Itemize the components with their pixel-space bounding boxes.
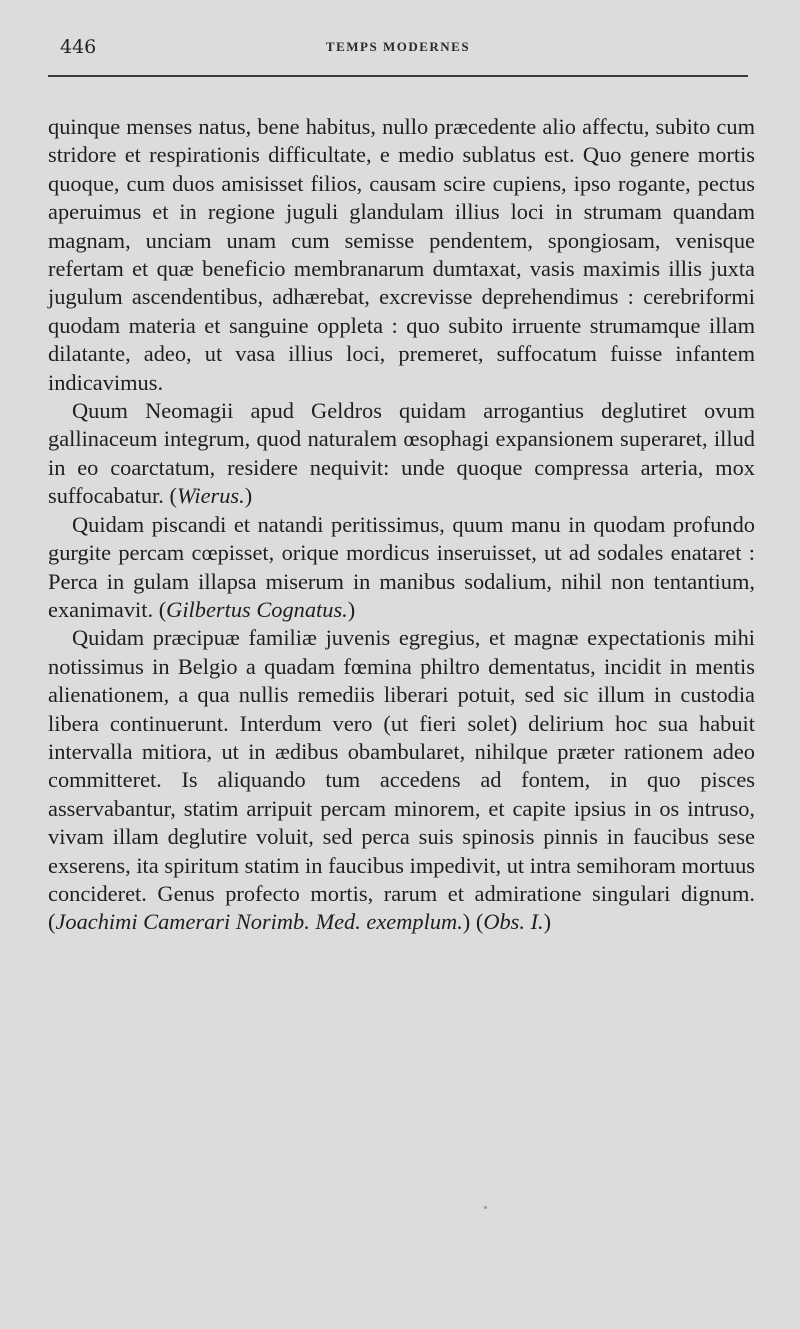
citation-open: ( <box>158 596 167 622</box>
citation-wierus: Wierus. <box>176 483 245 509</box>
running-title: TEMPS MODERNES <box>325 39 471 54</box>
citation-separator: ) ( <box>462 909 484 935</box>
paragraph-4 <box>48 624 755 936</box>
paragraph-1-text: quinque menses natus, bene habitus, nullo præcedente alio affectu, subito cum stridore et respirationis difficultate, e medio sublatus est. Quo genere mortis quoque, cum duos amisisset filios, causam scire cupiens, ipso rogante, pectus aperuimus et in regione juguli glandulam illius loci in strumam quandam magnam, unciam unam cum semisse pendentem, spongiosam, venisque refertam et quæ beneficio membranarum dumtaxat, vasis maximis illis juxta jugulum ascendentibus, adhærebat, excrevisse deprehendimus : cerebriformi quodam materia et sanguine oppleta : quo subito irruente strumamque illam dilatante, adeo, ut vasa illius loci, premeret, suffocatum fuisse infantem indicavimus. <box>48 114 755 395</box>
paragraph-1 <box>48 113 755 397</box>
paragraph-2-text: Quum Neomagii apud Geldros quidam arrogantius deglutiret ovum gallinaceum integrum, quod naturalem œsophagi expansionem superaret, illud in eo coarctatum, residere nequivit: unde quoque compressa arteria, mox suffocabatur. <box>48 398 755 509</box>
citation-close: ) <box>543 909 552 935</box>
citation-open: ( <box>169 483 177 509</box>
paragraph-4-text: Quidam præcipuæ familiæ juvenis egregius, et magnæ expectationis mihi notissimus in Belgio a quadam fœmina philtro dementatus, incidit in mentis alienationem, a qua nullis remediis liberari potuit, sed sic illum in custodia libera continuerunt. Interdum vero (ut fieri solet) delirium hoc sua habuit intervalla mitiora, ut in ædibus obambularet, nihilque præter rationem adeo committeret. Is aliquando tum accedens ad fontem, in quo pisces asservabantur, statim arripuit percam minorem, et capite ipsius in os intruso, vivam illam deglutire voluit, sed perca suis spinosis pinnis in faucibus sese exserens, ita spiritum statim in faucibus impedivit, ut intra semihoram mortuus concideret. Genus profecto mortis, rarum et admiratione singulari dignum. <box>48 625 755 906</box>
page-number: 446 <box>60 36 97 58</box>
running-head <box>48 36 748 60</box>
body-text <box>48 113 755 937</box>
paper-speck <box>484 1206 487 1209</box>
citation-open: ( <box>48 909 56 935</box>
header-rule <box>48 75 748 77</box>
citation-gilbertus: Gilbertus Cognatus. <box>166 596 348 622</box>
paragraph-3 <box>48 511 755 625</box>
citation-close: ) <box>244 483 253 509</box>
paragraph-3-text: Quidam piscandi et natandi peritissimus, quum manu in quodam profundo gurgite percam cœpisset, orique mordicus inseruisset, ut ad sodales enataret : Perca in gulam illapsa miserum in manibus sodalium, nihil non tentantium, exanimavit. <box>48 511 755 622</box>
citation-camerari: Joachimi Camerari Norimb. Med. exemplum. <box>55 909 463 935</box>
paragraph-2 <box>48 397 755 511</box>
citation-close: ) <box>347 596 356 622</box>
citation-obs: Obs. I. <box>483 909 544 935</box>
